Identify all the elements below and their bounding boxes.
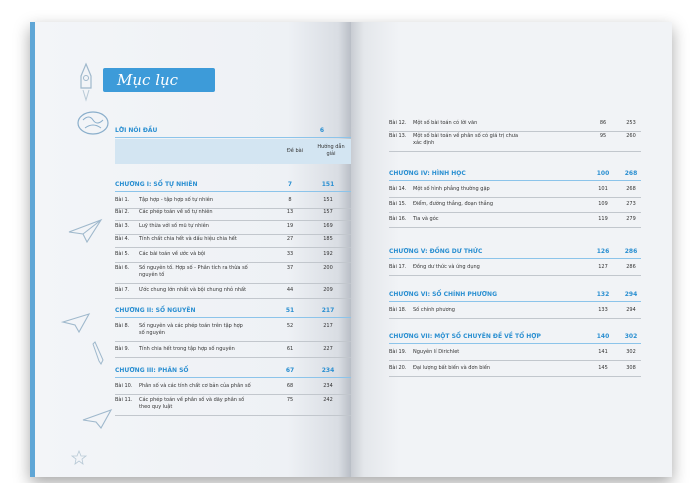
toc-row[interactable]: [389, 133, 641, 152]
problem-page: 44: [286, 287, 294, 293]
solution-page: 234: [323, 383, 333, 389]
chapter-heading[interactable]: [389, 247, 641, 259]
solution-page: 253: [626, 120, 636, 126]
problem-page: 119: [598, 216, 608, 222]
chapter-solution-page: 234: [321, 367, 335, 374]
problem-page: 52: [286, 323, 294, 329]
lesson-title-line2: số nguyên: [139, 330, 165, 336]
toc-row[interactable]: [115, 197, 351, 209]
chapter-heading[interactable]: [389, 290, 641, 302]
chapter-solution-page: 217: [321, 307, 335, 314]
solution-page: 157: [323, 209, 333, 215]
lesson-number: Bài 11.: [115, 397, 133, 403]
intro-label: LỜI NÓI ĐẦU: [115, 127, 158, 134]
toc-row[interactable]: [115, 223, 351, 235]
chapter-problem-page: 132: [596, 291, 610, 298]
lesson-number: Bài 15.: [389, 201, 407, 207]
brain-doodle-icon: [75, 108, 111, 138]
lesson-title: Tia và góc: [413, 216, 439, 222]
chapter-title: CHƯƠNG VI: SỐ CHÍNH PHƯƠNG: [389, 291, 497, 298]
problem-page: 141: [598, 349, 608, 355]
lesson-title-line2: theo quy luật: [139, 404, 173, 410]
problem-page: 145: [598, 365, 608, 371]
solution-page: 217: [323, 323, 333, 329]
solution-page: 192: [323, 251, 333, 257]
lesson-number: Bài 7.: [115, 287, 130, 293]
left-page: [30, 22, 351, 477]
toc-row[interactable]: [115, 209, 351, 221]
solution-page: 200: [323, 265, 333, 271]
chapter-problem-page: 140: [596, 333, 610, 340]
right-page: [351, 22, 672, 477]
lesson-number: Bài 17.: [389, 264, 407, 270]
lesson-title: Số nguyên và các phép toán trên tập hợp: [139, 323, 243, 329]
lesson-title: Một số bài toán về phân số có giá trị chưa: [413, 133, 519, 139]
chapter-heading[interactable]: [115, 306, 351, 318]
chapter-heading[interactable]: [115, 180, 351, 192]
column-problems-label: Đề bài: [286, 148, 304, 154]
problem-page: 19: [286, 223, 294, 229]
solution-page: 286: [626, 264, 636, 270]
lesson-title: Điểm, đường thẳng, đoạn thẳng: [413, 201, 494, 207]
chapter-title: CHƯƠNG V: ĐỒNG DƯ THỨC: [389, 248, 483, 255]
chapter-problem-page: 67: [285, 367, 295, 374]
lesson-title: Nguyên lí Dirichlet: [413, 349, 460, 355]
problem-page: 109: [598, 201, 608, 207]
lesson-number: Bài 3.: [115, 223, 130, 229]
chapter-title: CHƯƠNG I: SỐ TỰ NHIÊN: [115, 181, 198, 188]
chapter-problem-page: 100: [596, 170, 610, 177]
problem-page: 127: [598, 264, 608, 270]
chapter-heading[interactable]: [115, 366, 351, 378]
paper-plane-doodle-icon: [67, 218, 103, 244]
problem-page: 27: [286, 236, 294, 242]
chapter-heading[interactable]: [389, 169, 641, 181]
chapter-title: CHƯƠNG III: PHÂN SỐ: [115, 367, 189, 374]
column-solutions-label: Hướng dẫn giải: [317, 144, 345, 157]
solution-page: 279: [626, 216, 636, 222]
toc-row[interactable]: [389, 216, 641, 228]
lesson-title-line2: nguyên tố: [139, 272, 165, 278]
lesson-number: Bài 20.: [389, 365, 407, 371]
solution-page: 308: [626, 365, 636, 371]
lesson-number: Bài 14.: [389, 186, 407, 192]
lesson-title: Tập hợp - tập hợp số tự nhiên: [139, 197, 213, 203]
chapter-solution-page: 268: [624, 170, 638, 177]
pencil-doodle-icon: [91, 340, 107, 366]
toc-row[interactable]: [389, 201, 641, 213]
solution-page: 227: [323, 346, 333, 352]
solution-page: 242: [323, 397, 333, 403]
toc-row[interactable]: [389, 120, 641, 132]
lesson-title: Số nguyên tố. Hợp số - Phân tích ra thừa số: [139, 265, 248, 271]
solution-page: 185: [323, 236, 333, 242]
lesson-title: Phân số và các tính chất cơ bản của phân số: [139, 383, 251, 389]
intro-page: 6: [319, 127, 325, 134]
solution-page: 268: [626, 186, 636, 192]
lesson-number: Bài 8.: [115, 323, 130, 329]
lesson-title-line2: xác định: [413, 140, 435, 146]
problem-page: 101: [598, 186, 608, 192]
lesson-title: Một số bài toán có lời văn: [413, 120, 478, 126]
lesson-title: Các phép toán về số tự nhiên: [139, 209, 213, 215]
solution-page: 273: [626, 201, 636, 207]
problem-page: 8: [288, 197, 292, 203]
toc-row[interactable]: [389, 264, 641, 276]
chapter-solution-page: 294: [624, 291, 638, 298]
toc-row[interactable]: [115, 287, 351, 299]
rocket-doodle-icon: [75, 62, 97, 102]
chapter-problem-page: 51: [285, 307, 295, 314]
lesson-number: Bài 16.: [389, 216, 407, 222]
lesson-number: Bài 12.: [389, 120, 407, 126]
problem-page: 37: [286, 265, 294, 271]
page-title: Mục lục: [103, 68, 215, 92]
lesson-title: Tính chia hết trong tập hợp số nguyên: [139, 346, 235, 352]
lesson-number: Bài 6.: [115, 265, 130, 271]
lesson-title: Ước chung lớn nhất và bội chung nhỏ nhất: [139, 287, 247, 293]
lesson-title: Tính chất chia hết và dấu hiệu chia hết: [139, 236, 237, 242]
column-header: [115, 139, 351, 164]
problem-page: 33: [286, 251, 294, 257]
toc-row[interactable]: [389, 186, 641, 198]
intro-entry: [115, 126, 351, 138]
toc-row[interactable]: [115, 397, 351, 416]
chapter-problem-page: 126: [596, 248, 610, 255]
solution-page: 169: [323, 223, 333, 229]
toc-row[interactable]: [389, 307, 641, 319]
lesson-title: Đồng dư thức và ứng dụng: [413, 264, 480, 270]
chapter-title: CHƯƠNG IV: HÌNH HỌC: [389, 170, 466, 177]
chapter-title: CHƯƠNG II: SỐ NGUYÊN: [115, 307, 196, 314]
chapter-heading[interactable]: [389, 332, 641, 344]
solution-page: 151: [323, 197, 333, 203]
problem-page: 95: [599, 133, 607, 139]
problem-page: 75: [286, 397, 294, 403]
toc-row[interactable]: [115, 323, 351, 342]
star-doodle-icon: [71, 450, 87, 466]
chapter-problem-page: 7: [287, 181, 293, 188]
solution-page: 302: [626, 349, 636, 355]
lesson-number: Bài 1.: [115, 197, 130, 203]
lesson-number: Bài 10.: [115, 383, 133, 389]
chapter-solution-page: 286: [624, 248, 638, 255]
chapter-solution-page: 151: [321, 181, 335, 188]
lesson-number: Bài 18.: [389, 307, 407, 313]
open-book: [30, 22, 672, 477]
toc-row[interactable]: [115, 346, 351, 358]
lesson-number: Bài 9.: [115, 346, 130, 352]
toc-row[interactable]: [389, 349, 641, 361]
problem-page: 61: [286, 346, 294, 352]
solution-page: 260: [626, 133, 636, 139]
lesson-title: Các bài toán về ước và bội: [139, 251, 206, 257]
toc-row[interactable]: [115, 251, 351, 263]
solution-page: 209: [323, 287, 333, 293]
chapter-title: CHƯƠNG VII: MỘT SỐ CHUYÊN ĐỀ VỀ TỔ HỢP: [389, 333, 541, 340]
toc-row[interactable]: [115, 383, 351, 395]
lesson-number: Bài 4.: [115, 236, 130, 242]
chapter-solution-page: 302: [624, 333, 638, 340]
paper-plane-doodle-icon: [81, 408, 113, 430]
problem-page: 133: [598, 307, 608, 313]
lesson-number: Bài 19.: [389, 349, 407, 355]
solution-page: 294: [626, 307, 636, 313]
lesson-title: Các phép toán về phân số và dãy phân số: [139, 397, 245, 403]
paper-plane-doodle-icon: [61, 312, 91, 334]
problem-page: 68: [286, 383, 294, 389]
lesson-title: Luỹ thừa với số mũ tự nhiên: [139, 223, 209, 229]
lesson-title: Đại lượng bất biến và đơn biến: [413, 365, 491, 371]
lesson-number: Bài 2.: [115, 209, 130, 215]
lesson-number: Bài 5.: [115, 251, 130, 257]
problem-page: 13: [286, 209, 294, 215]
toc-row[interactable]: [115, 236, 351, 248]
problem-page: 86: [599, 120, 607, 126]
lesson-number: Bài 13.: [389, 133, 407, 139]
lesson-title: Một số hình phẳng thường gặp: [413, 186, 490, 192]
lesson-title: Số chính phương: [413, 307, 455, 313]
toc-row[interactable]: [115, 265, 351, 284]
toc-row[interactable]: [389, 365, 641, 377]
